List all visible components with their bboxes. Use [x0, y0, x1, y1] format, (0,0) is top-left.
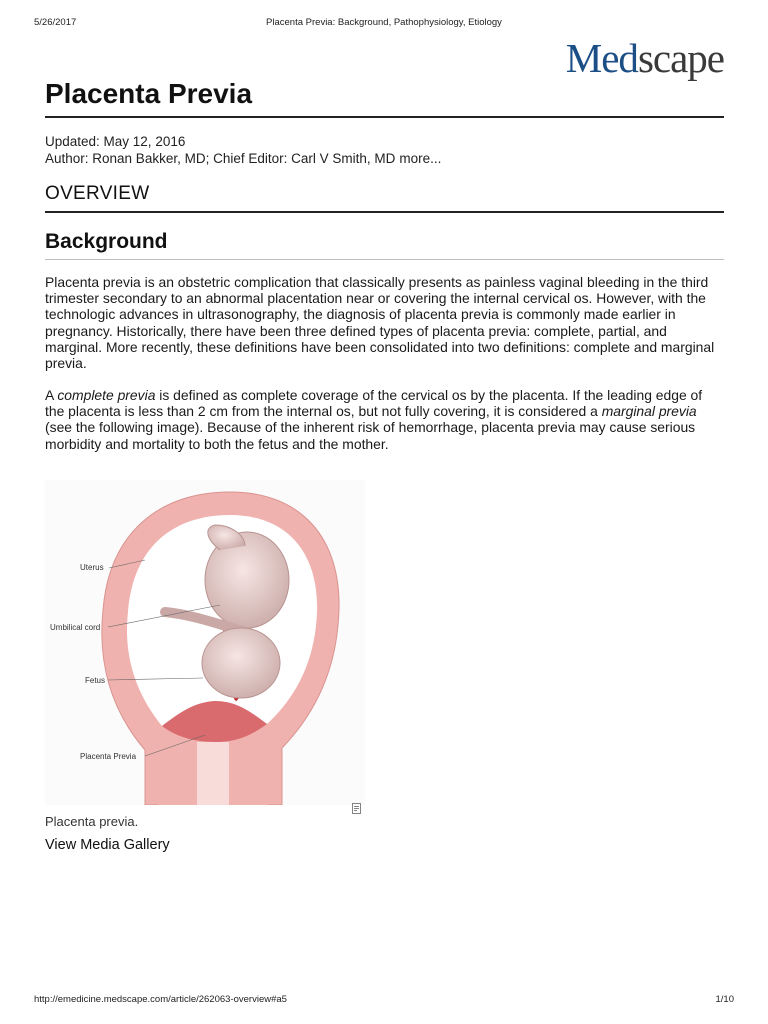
view-media-gallery-link[interactable]: View Media Gallery [45, 837, 170, 853]
article-meta [45, 133, 441, 167]
author-text: Author: Ronan Bakker, MD; Chief Editor: Carl V Smith, MD [45, 151, 396, 166]
more-authors-link[interactable]: more... [399, 151, 442, 166]
paragraph-1: Placenta previa is an obstetric complication that classically presents as painless vaginal bleeding in the third trimester secondary to an abnormal placentation near or covering the internal cervical os. However, with the technologic advances in ultrasonography, the diagnosis of placenta previa is commonly made earlier in pregnancy. Historically, there have been three defined types of placenta previa: complete, partial, and marginal. More recently, these definitions have been consolidated into two definitions: complete and marginal previa. [45, 274, 715, 372]
medscape-logo[interactable] [565, 35, 724, 81]
subheading-divider [45, 259, 724, 260]
section-heading: OVERVIEW [45, 183, 150, 204]
label-placenta-previa: Placenta Previa [80, 752, 137, 761]
subheading: Background [45, 230, 168, 253]
label-fetus: Fetus [85, 676, 106, 685]
paragraph-2 [45, 387, 724, 452]
figure-caption: Placenta previa. [45, 814, 139, 829]
logo-part-med: Med [565, 35, 638, 81]
author-line [45, 150, 441, 167]
print-header [34, 17, 734, 29]
term-complete-previa: complete previa [57, 387, 156, 403]
para2-text-3: (see the following image). Because of the inherent risk of hemorrhage, placenta previa may cause serious morbidity and mortality to both the fetus and the mother. [45, 419, 696, 452]
print-date: 5/26/2017 [34, 17, 77, 28]
term-marginal-previa: marginal previa [601, 403, 697, 420]
page-title: Placenta Previa [45, 78, 253, 109]
expand-icon[interactable] [352, 803, 361, 814]
label-umbilical-cord: Umbilical cord [50, 623, 101, 632]
illustration-svg [45, 480, 365, 805]
para2-text-2: is defined as complete coverage of the cervical os by the placenta. If the leading edge of the placenta is less than 2 cm from the internal os, but not fully covering, it is considered a [45, 387, 703, 420]
print-document-title: Placenta Previa: Background, Pathophysiology, Etiology [266, 17, 502, 28]
placenta-previa-illustration[interactable] [45, 480, 365, 805]
logo-part-scape: scape [637, 35, 724, 81]
cervical-canal [197, 742, 229, 805]
para2-text-1: A [45, 387, 58, 403]
label-uterus: Uterus [80, 563, 104, 572]
section-divider [45, 211, 724, 213]
updated-date: Updated: May 12, 2016 [45, 134, 186, 149]
page-number: 1/10 [715, 994, 734, 1005]
print-url: http://emedicine.medscape.com/article/262063-overview#a5 [34, 994, 287, 1005]
fetus-head [202, 628, 280, 698]
title-divider [45, 116, 724, 118]
